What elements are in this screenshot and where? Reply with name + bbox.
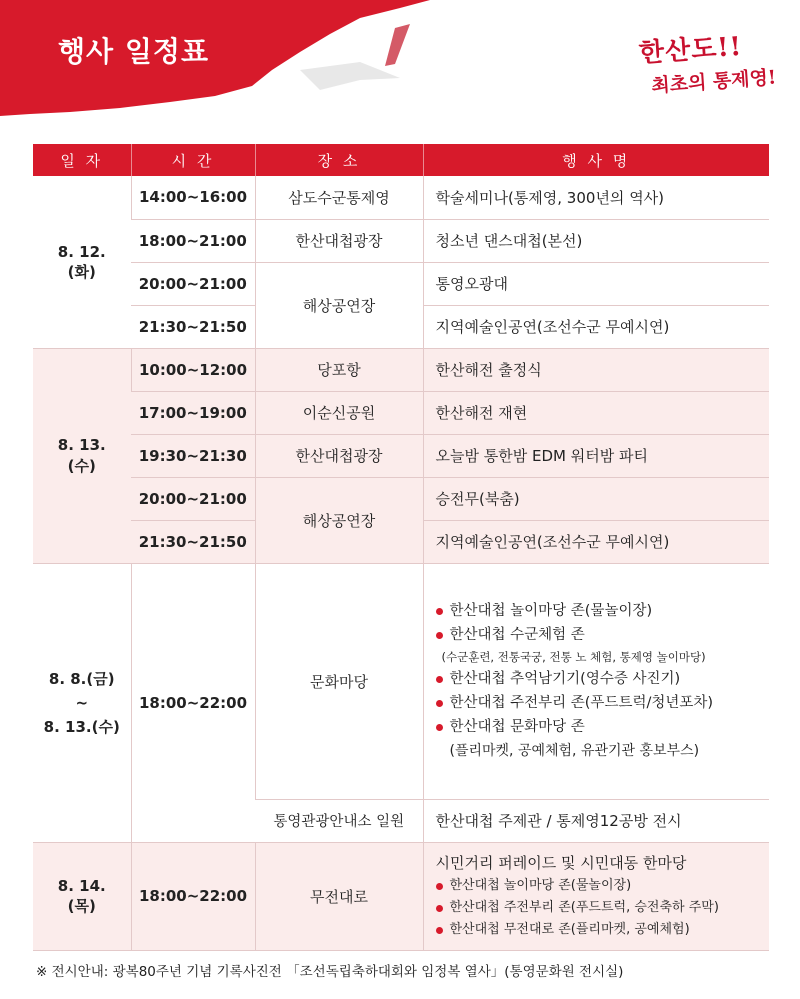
date-cell (33, 842, 131, 950)
time-cell: 10:00~12:00 (131, 348, 255, 391)
time-cell: 20:00~21:00 (131, 262, 255, 305)
schedule-table (33, 144, 769, 951)
place-cell: 해상공연장 (255, 262, 423, 348)
table-row (33, 477, 769, 520)
weekday-text: (목) (67, 897, 96, 915)
event-cell: 청소년 댄스대첩(본선) (423, 219, 769, 262)
list-item: 한산대첩 문화마당 존 (436, 715, 770, 739)
list-item-detail: (플리마켓, 공예체험, 유관기관 홍보부스) (449, 743, 700, 759)
header-event: 행 사 명 (423, 144, 769, 176)
date-cell (33, 563, 131, 842)
bullet-icon (436, 608, 443, 615)
weekday-text: (화) (67, 262, 96, 281)
date-text: 8. 13. (57, 436, 106, 455)
list-item-detail: (수군훈련, 전통국궁, 전통 노 체험, 통제영 놀이마당) (441, 650, 706, 664)
table-row (33, 348, 769, 391)
event-cell: 승전무(북춤) (423, 477, 769, 520)
event-list (436, 599, 770, 763)
time-cell: 18:00~22:00 (131, 842, 255, 950)
place-cell: 무전대로 (255, 842, 423, 950)
event-cell: 통영오광대 (423, 262, 769, 305)
event-cell: 한산대첩 주제관 / 통제영12공방 전시 (423, 799, 769, 842)
time-cell: 18:00~22:00 (131, 563, 255, 842)
brush-highlight (300, 62, 400, 90)
exhibition-footnote: ※ 전시안내: 광복80주년 기념 기록사진전 「조선독립축하대회와 임정복 열사」(통영문화원 전시실) (36, 964, 624, 980)
table-row (33, 563, 769, 799)
table-header-row (33, 144, 769, 176)
place-cell: 당포항 (255, 348, 423, 391)
time-cell: 17:00~19:00 (131, 391, 255, 434)
logo-line1: 한산도!! (638, 31, 744, 69)
bullet-icon (436, 632, 443, 639)
event-head: 시민거리 퍼레이드 및 시민대동 한마당 (435, 854, 687, 872)
header-place: 장 소 (255, 144, 423, 176)
list-item: 한산대첩 놀이마당 존(물놀이장) (436, 875, 770, 897)
date-cell (33, 348, 131, 563)
bullet-icon (436, 883, 443, 890)
time-cell: 19:30~21:30 (131, 434, 255, 477)
header-time: 시 간 (131, 144, 255, 176)
time-cell: 20:00~21:00 (131, 477, 255, 520)
date-start-text: 8. 8.(금) (48, 669, 115, 688)
date-end-text: 8. 13.(수) (43, 717, 120, 736)
table-row (33, 842, 769, 950)
event-cell: 한산해전 출정식 (423, 348, 769, 391)
date-text: 8. 12. (57, 242, 106, 261)
header-date: 일 자 (33, 144, 131, 176)
place-cell: 이순신공원 (255, 391, 423, 434)
time-cell: 21:30~21:50 (131, 520, 255, 563)
list-item: 한산대첩 놀이마당 존(물놀이장) (436, 599, 770, 623)
event-cell: 지역예술인공연(조선수군 무예시연) (423, 305, 769, 348)
brush-streak (385, 24, 410, 66)
date-tilde: ~ (75, 693, 89, 712)
event-cell (423, 563, 769, 799)
date-text: 8. 14. (57, 876, 106, 895)
weekday-text: (수) (67, 456, 96, 475)
event-cell (423, 842, 769, 950)
table-row (33, 176, 769, 219)
bullet-icon (436, 700, 443, 707)
bullet-icon (436, 676, 443, 683)
place-cell: 해상공연장 (255, 477, 423, 563)
place-cell: 한산대첩광장 (255, 434, 423, 477)
table-row (33, 434, 769, 477)
place-cell: 삼도수군통제영 (255, 176, 423, 219)
list-item: 한산대첩 추억남기기(영수증 사진기) (436, 667, 770, 691)
list-item: 한산대첩 무전대로 존(플리마켓, 공예체험) (436, 919, 770, 941)
place-cell: 통영관광안내소 일원 (255, 799, 423, 842)
time-cell: 21:30~21:50 (131, 305, 255, 348)
table-row (33, 391, 769, 434)
event-cell: 한산해전 재현 (423, 391, 769, 434)
event-list (436, 875, 770, 941)
event-logo (638, 23, 783, 105)
event-cell: 학술세미나(통제영, 300년의 역사) (423, 176, 769, 219)
place-cell: 한산대첩광장 (255, 219, 423, 262)
event-cell: 지역예술인공연(조선수군 무예시연) (423, 520, 769, 563)
time-cell: 14:00~16:00 (131, 176, 255, 219)
time-cell: 18:00~21:00 (131, 219, 255, 262)
table-row (33, 219, 769, 262)
table-row (33, 262, 769, 305)
logo-line2: 최초의 통제영! (650, 66, 777, 98)
date-cell (33, 176, 131, 348)
bullet-icon (436, 724, 443, 731)
event-cell: 오늘밤 통한밤 EDM 워터밤 파티 (423, 434, 769, 477)
bullet-icon (436, 905, 443, 912)
place-cell: 문화마당 (255, 563, 423, 799)
list-item: 한산대첩 주전부리 존(푸드트럭/청년포차) (436, 691, 770, 715)
list-item: 한산대첩 수군체험 존 (436, 623, 770, 647)
page-title: 행사 일정표 (58, 35, 209, 68)
list-item: 한산대첩 주전부리 존(푸드트럭, 승전축하 주막) (436, 897, 770, 919)
bullet-icon (436, 927, 443, 934)
